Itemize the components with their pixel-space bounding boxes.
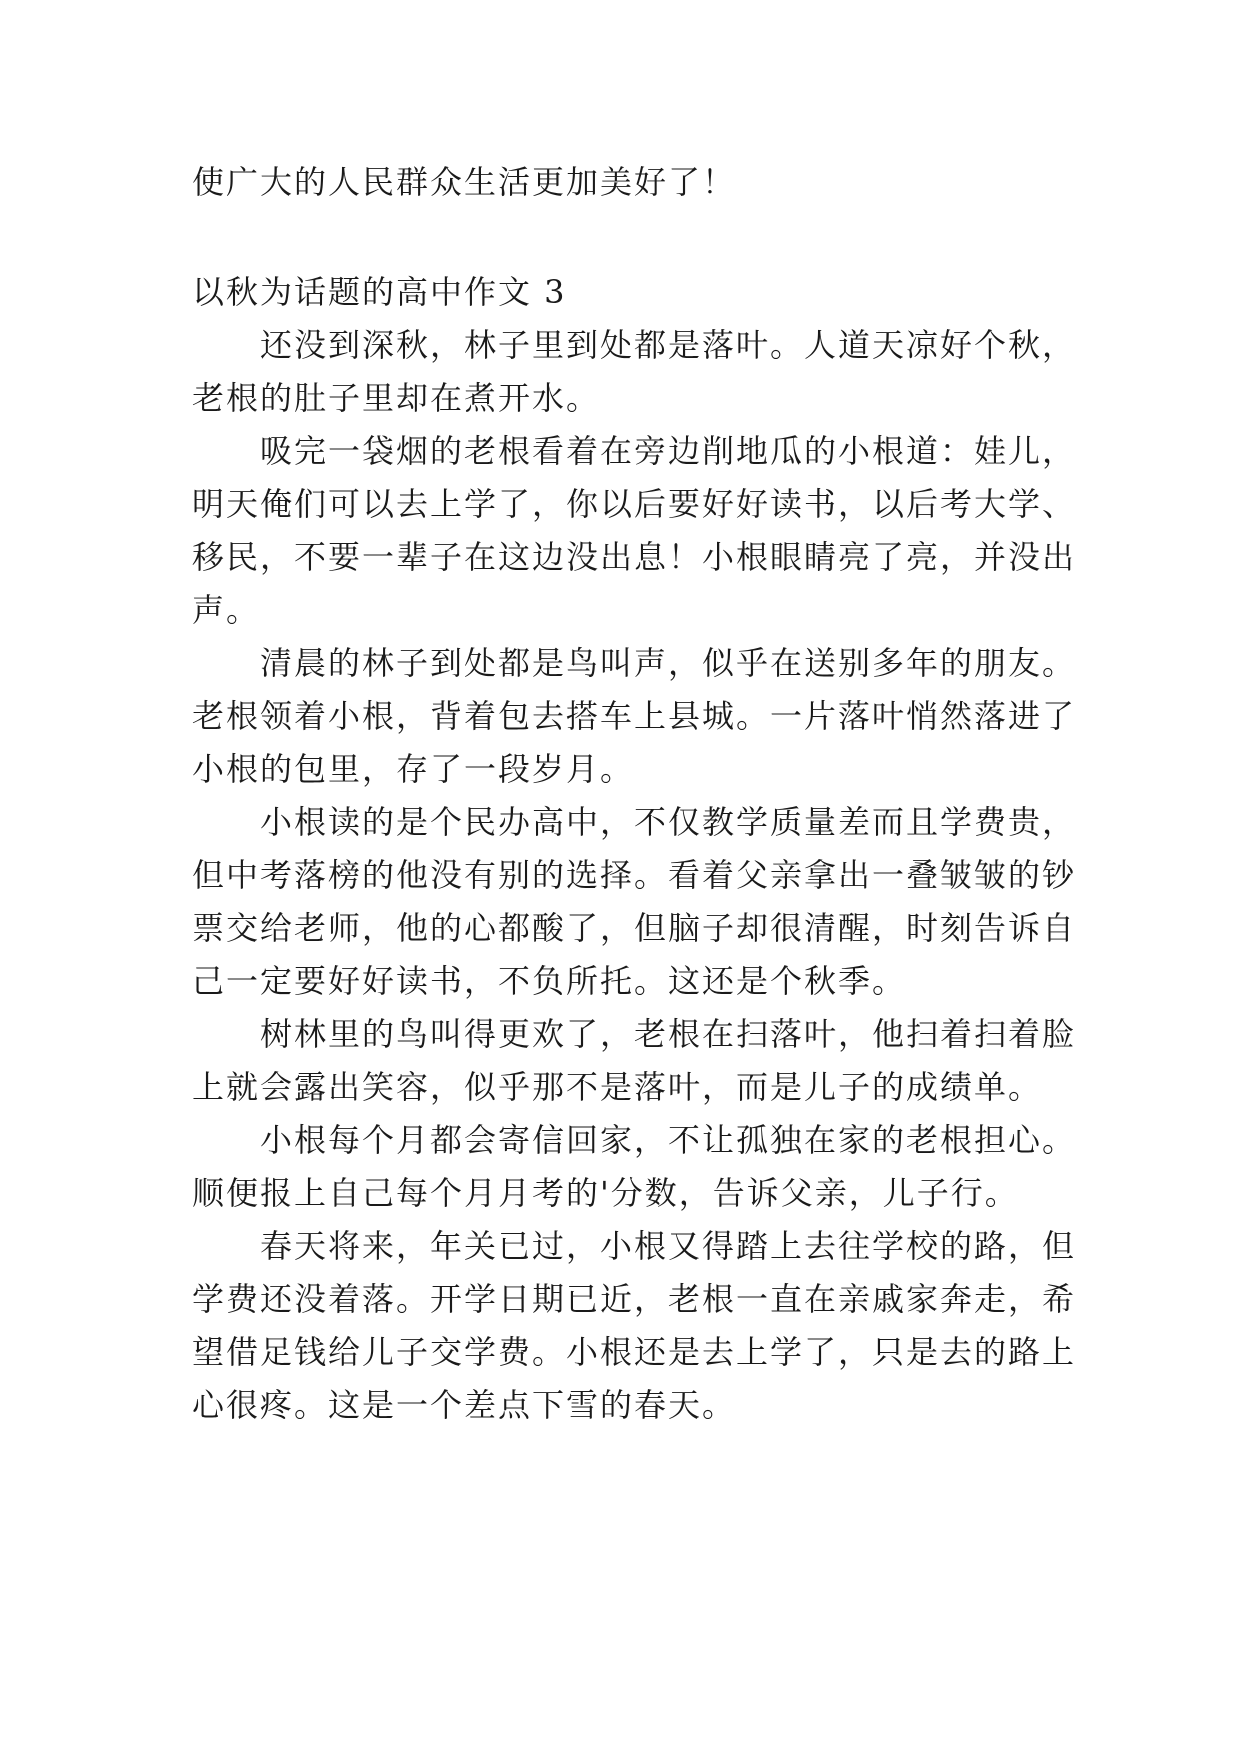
paragraph-line: 小根读的是个民办高中，不仅教学质量差而且学费贵，	[260, 803, 1077, 841]
paragraph-line: 吸完一袋烟的老根看着在旁边削地瓜的小根道：娃儿，	[260, 432, 1077, 470]
paragraph-line: 清晨的林子到处都是鸟叫声，似乎在送别多年的朋友。	[260, 644, 1077, 682]
paragraph-line: 声。	[192, 591, 261, 629]
section-title: 以秋为话题的高中作文 3	[192, 273, 567, 311]
paragraph-line: 望借足钱给儿子交学费。小根还是去上学了，只是去的路上	[192, 1333, 1077, 1371]
paragraph-line: 春天将来，年关已过，小根又得踏上去往学校的路，但	[260, 1227, 1077, 1265]
paragraph-line: 老根领着小根，背着包去搭车上县城。一片落叶悄然落进了	[192, 697, 1077, 735]
essay-body	[192, 266, 1077, 1432]
paragraph-line: 己一定要好好读书，不负所托。这还是个秋季。	[192, 962, 907, 1000]
paragraph-line: 小根每个月都会寄信回家，不让孤独在家的老根担心。	[260, 1121, 1077, 1159]
paragraph-line: 小根的包里，存了一段岁月。	[192, 750, 635, 788]
paragraph-line: 但中考落榜的他没有别的选择。看着父亲拿出一叠皱皱的钞	[192, 856, 1077, 894]
opening-line	[192, 156, 1072, 209]
paragraph-line: 明天俺们可以去上学了，你以后要好好读书，以后考大学、	[192, 485, 1077, 523]
text-line: 使广大的人民群众生活更加美好了！	[192, 163, 737, 201]
paragraph-line: 票交给老师，他的心都酸了，但脑子却很清醒，时刻告诉自	[192, 909, 1077, 947]
paragraph-line: 还没到深秋，林子里到处都是落叶。人道天凉好个秋，	[260, 326, 1077, 364]
paragraph-line: 树林里的鸟叫得更欢了，老根在扫落叶，他扫着扫着脸	[260, 1015, 1077, 1053]
paragraph-line: 心很疼。这是一个差点下雪的春天。	[192, 1386, 737, 1424]
paragraph-line: 顺便报上自己每个月月考的'分数，告诉父亲，儿子行。	[192, 1174, 1019, 1212]
paragraph-line: 移民，不要一辈子在这边没出息！小根眼睛亮了亮，并没出	[192, 538, 1077, 576]
paragraph-line: 学费还没着落。开学日期已近，老根一直在亲戚家奔走，希	[192, 1280, 1077, 1318]
paragraph-line: 上就会露出笑容，似乎那不是落叶，而是儿子的成绩单。	[192, 1068, 1043, 1106]
paragraph-line: 老根的肚子里却在煮开水。	[192, 379, 601, 417]
